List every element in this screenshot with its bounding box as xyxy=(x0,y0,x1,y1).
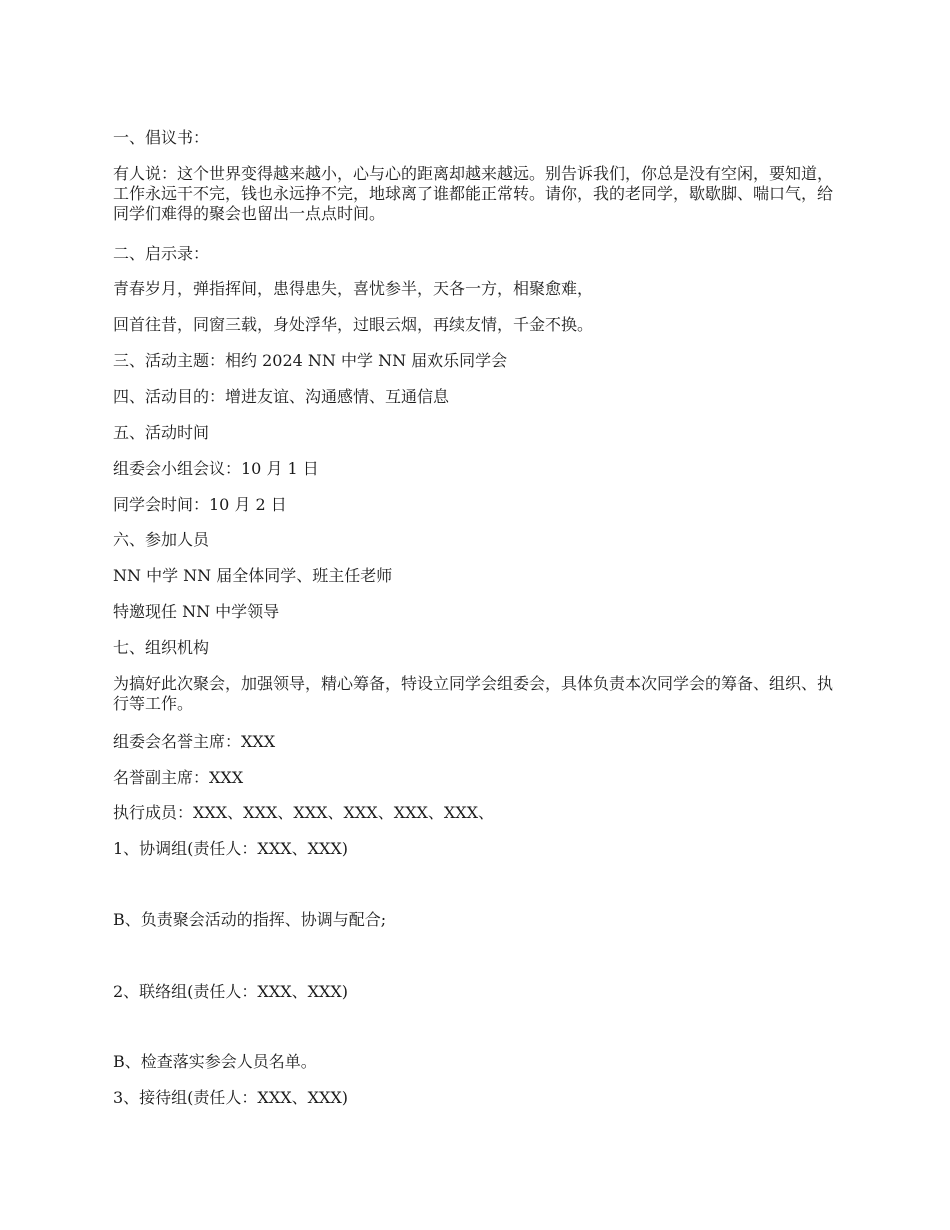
revelation-line-2: 回首往昔，同窗三载，身处浮华，过眼云烟，再续友情，千金不换。 xyxy=(113,315,594,334)
honorary-chair: 组委会名誉主席：XXX xyxy=(113,732,276,751)
revelation-line-1: 青春岁月，弹指挥间，患得患失，喜忧参半，天各一方，相聚愈难， xyxy=(113,279,594,298)
section-heading-revelation: 二、启示录： xyxy=(113,244,210,263)
group-liaison-duty: B、检查落实参会人员名单。 xyxy=(113,1052,317,1071)
section-heading-organization: 七、组织机构 xyxy=(113,638,210,657)
group-coordination-duty: B、负责聚会活动的指挥、协调与配合; xyxy=(113,910,387,929)
group-liaison: 2、联络组(责任人：XXX、XXX) xyxy=(113,982,349,1001)
section-heading-theme: 三、活动主题：相约 2024 NN 中学 NN 届欢乐同学会 xyxy=(113,351,508,370)
time-committee-meeting: 组委会小组会议：10 月 1 日 xyxy=(113,459,319,478)
proposal-paragraph: 有人说：这个世界变得越来越小，心与心的距离却越来越远。别告诉我们，你总是没有空闲，要知道，工作永远干不完，钱也永远挣不完，地球离了谁都能正常转。请你，我的老同学，歇歇脚、喘口气，给同学们难得的聚会也留出一点点时间。 xyxy=(113,164,834,223)
section-heading-time: 五、活动时间 xyxy=(113,423,210,442)
time-reunion: 同学会时间：10 月 2 日 xyxy=(113,495,287,514)
honorary-vice-chair: 名誉副主席：XXX xyxy=(113,768,244,787)
participants-line-2: 特邀现任 NN 中学领导 xyxy=(113,602,280,621)
group-coordination: 1、协调组(责任人：XXX、XXX) xyxy=(113,839,349,858)
organization-paragraph: 为搞好此次聚会，加强领导，精心筹备，特设立同学会组委会，具体负责本次同学会的筹备、组织、执行等工作。 xyxy=(113,674,834,713)
participants-line-1: NN 中学 NN 届全体同学、班主任老师 xyxy=(113,566,393,585)
executive-members: 执行成员：XXX、XXX、XXX、XXX、XXX、XXX、 xyxy=(113,803,495,822)
section-heading-purpose: 四、活动目的：增进友谊、沟通感情、互通信息 xyxy=(113,387,450,406)
group-reception: 3、接待组(责任人：XXX、XXX) xyxy=(113,1088,349,1107)
section-heading-proposal: 一、倡议书： xyxy=(113,128,210,147)
section-heading-participants: 六、参加人员 xyxy=(113,530,210,549)
